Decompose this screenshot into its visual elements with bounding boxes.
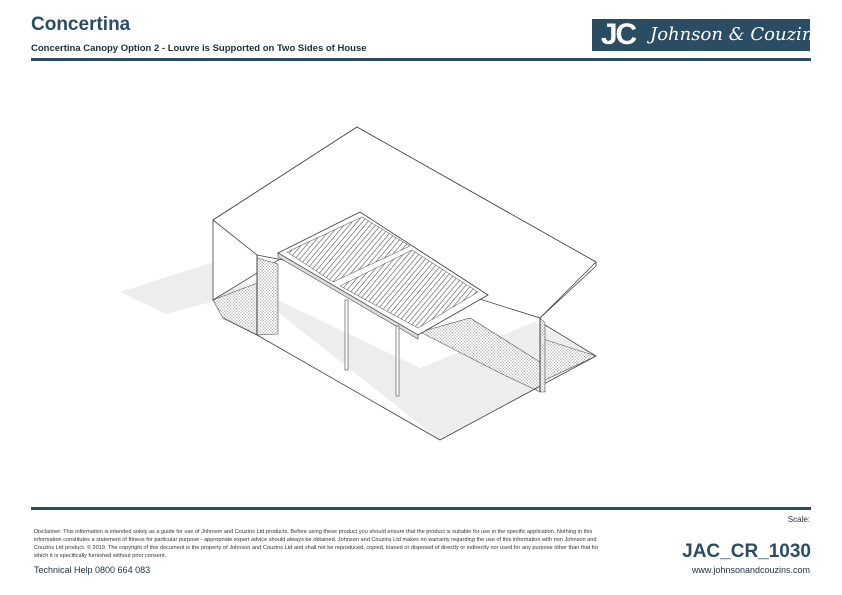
page-subtitle: Concertina Canopy Option 2 - Louvre is Supported on Two Sides of House <box>31 43 367 54</box>
wall-panel-right <box>540 318 545 392</box>
drawing-code: JAC_CR_1030 <box>682 541 811 562</box>
header-divider <box>31 58 811 61</box>
scale-label: Scale: <box>787 515 810 524</box>
page-title: Concertina <box>31 14 131 35</box>
website-link[interactable]: www.johnsonandcouzins.com <box>691 565 810 575</box>
footer-divider <box>31 507 811 510</box>
post-1 <box>345 300 348 370</box>
wall-panel-left <box>257 258 278 335</box>
logo-initials: JC <box>592 19 644 51</box>
logo-script-text: Johnson & Couzins <box>650 24 823 45</box>
post-2 <box>396 326 399 396</box>
disclaimer-text: Disclaimer: This information is intended solely as a guide for use of Johnson and Couzins Ltd products. Before using these product you should ensure that the product is suitable for use in the specific application. Nothing in this information constitutes a statement of fitness for particular purpose - appropriate expert advice should always be obtained. Johnson and Couzins Ltd makes no warranty regarding the use of this information with non Johnson and Couzins Ltd product. © 2019. The copyright of this document is the property of Johnson and Couzins Ltd and shall not be reproduced, copied, loaned or disposed of directly or indirectly nor used for any purpose other than that for which it is specifically furnished without prior consent. <box>34 529 599 559</box>
brand-logo <box>592 18 823 51</box>
canopy-isometric-drawing <box>0 62 842 507</box>
technical-help: Technical Help 0800 664 083 <box>34 565 151 575</box>
